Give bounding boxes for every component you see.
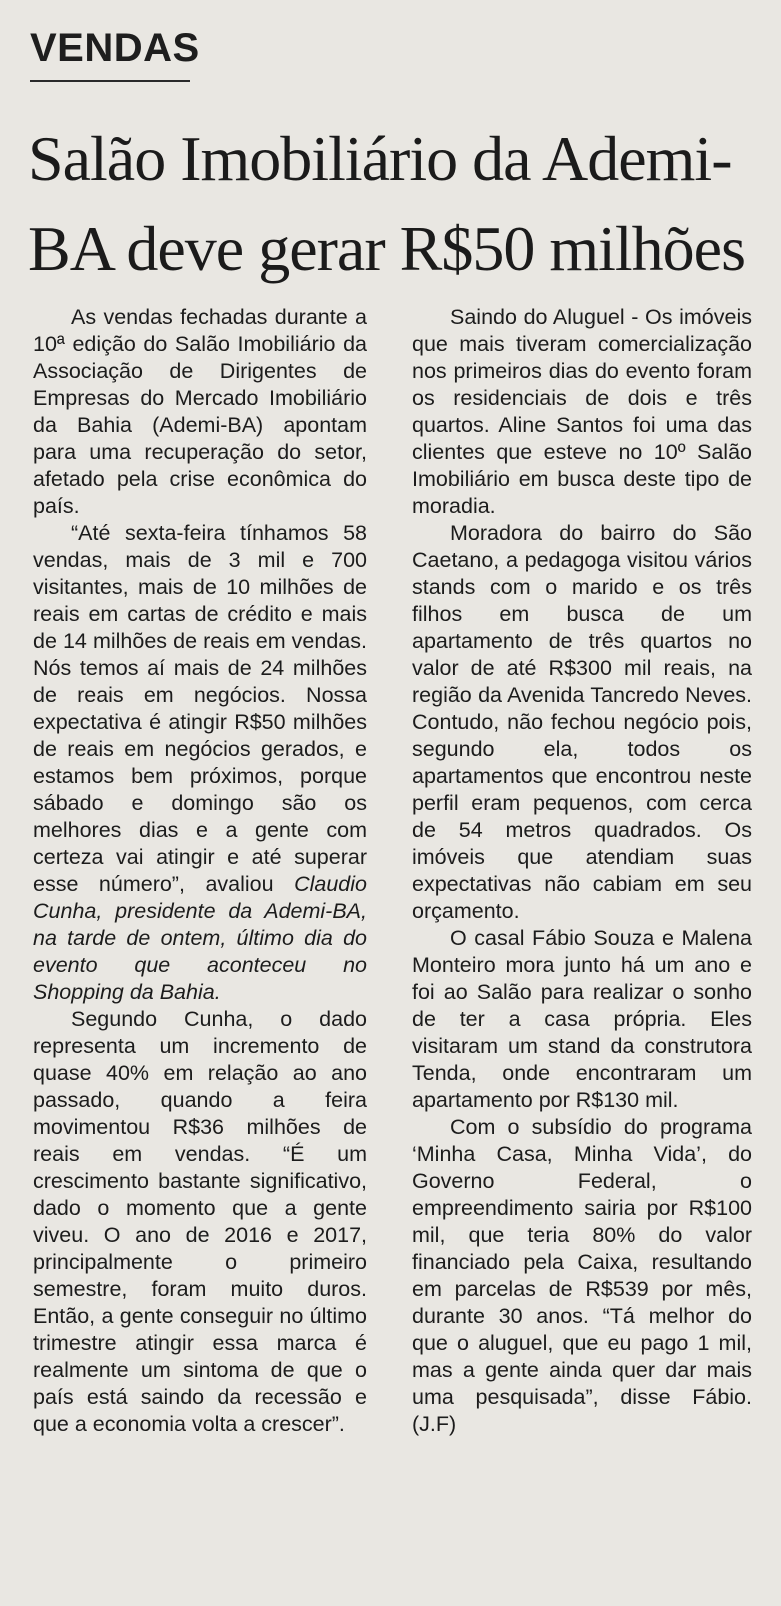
paragraph-couple: O casal Fábio Souza e Malena Monteiro mora junto há um ano e foi ao Salão para realizar o sonho de ter a casa própria. Eles visitaram um stand da construtora Tenda, onde encontraram um apartamento por R$130 mil. xyxy=(412,926,752,1112)
paragraph-intro: As vendas fechadas durante a 10ª edição do Salão Imobiliário da Associação de Dirigentes de Empresas do Mercado Imobiliário da Bahia (Ademi-BA) apontam para uma recuperação do setor, afetado pela crise econômica do país. xyxy=(33,305,367,518)
article-column-right xyxy=(412,304,752,1438)
section-divider xyxy=(30,80,190,82)
paragraph-aline: Moradora do bairro do São Caetano, a pedagoga visitou vários stands com o marido e os três filhos em busca de um apartamento de três quartos no valor de até R$300 mil reais, na região da Avenida Tancredo Neves. Contudo, não fechou negócio pois, segundo ela, todos os apartamentos que encontrou neste perfil eram pequenos, com cerca de 54 metros quadrados. Os imóveis que atendiam suas expectativas não cabiam em seu orçamento. xyxy=(412,521,752,923)
quote-text: “Até sexta-feira tínhamos 58 vendas, mais de 3 mil e 700 visitantes, mais de 10 milhões de reais em cartas de crédito e mais de 14 milhões de reais em vendas. Nós temos aí mais de 24 milhões de reais em negócios. Nossa expectativa é atingir R$50 milhões de reais em negócios gerados, e estamos bem próximos, porque sábado e domingo são os melhores dias e a gente com certeza vai atingir e até superar esse número”, avaliou xyxy=(33,521,367,896)
paragraph-growth: Segundo Cunha, o dado representa um incremento de quase 40% em relação ao ano passado, quando a feira movimentou R$36 milhões de reais em vendas. “É um crescimento bastante significativo, dado o momento que a gente viveu. O ano de 2016 e 2017, principalmente o primeiro semestre, foram muito duros. Então, a gente conseguir no último trimestre atingir essa marca é realmente um sintoma de que o país está saindo da recessão e que a economia volta a crescer”. xyxy=(33,1007,367,1436)
quote-attribution: Claudio Cunha, presidente da Ademi-BA, na tarde de ontem, último dia do evento que aconteceu no Shopping da Bahia. xyxy=(33,872,367,1004)
article-column-left xyxy=(33,304,367,1438)
paragraph-quote xyxy=(33,520,367,1006)
section-label: VENDAS xyxy=(30,26,200,70)
article-headline: Salão Imobiliário da Ademi-BA deve gerar R$50 milhões xyxy=(28,123,745,284)
paragraph-subhead: Saindo do Aluguel - Os imóveis que mais tiveram comercialização nos primeiros dias do evento foram os residenciais de dois e três quartos. Aline Santos foi uma das clientes que esteve no 10º Salão Imobiliário em busca deste tipo de moradia. xyxy=(412,305,752,518)
paragraph-subsidy: Com o subsídio do programa ‘Minha Casa, Minha Vida’, do Governo Federal, o empreendimento sairia por R$100 mil, que teria 80% do valor financiado pela Caixa, resultando em parcelas de R$539 por mês, durante 30 anos. “Tá melhor do que o aluguel, que eu pago 1 mil, mas a gente ainda quer dar mais uma pesquisada”, disse Fábio. (J.F) xyxy=(412,1115,752,1436)
